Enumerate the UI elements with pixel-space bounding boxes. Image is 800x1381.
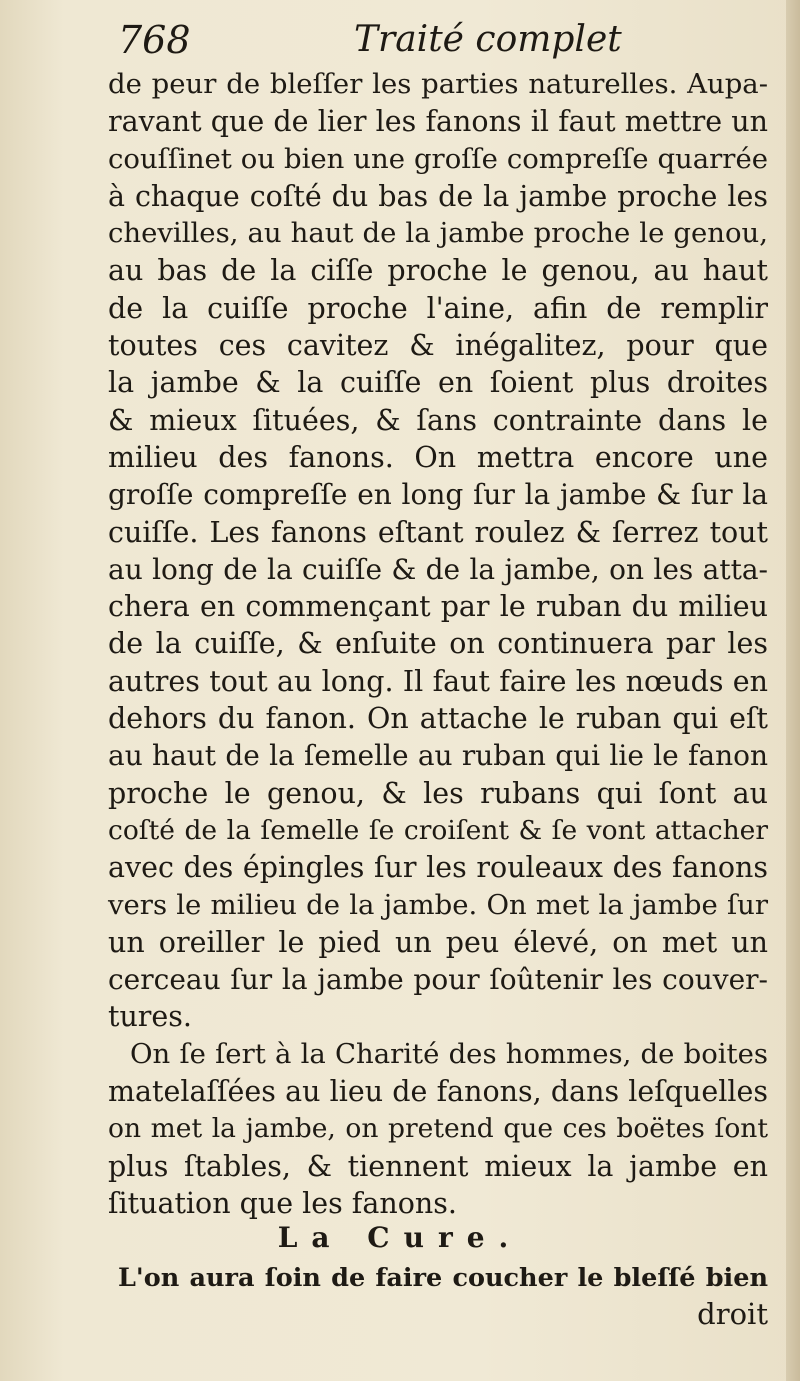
text-line: au long de la cuiſſe & de la jambe, on les atta-: [108, 552, 768, 586]
text-line: avec des épingles ſur les rouleaux des fanons: [108, 851, 768, 885]
text-line: tures.: [108, 1000, 192, 1034]
text-line: couſſinet ou bien une groſſe compreſſe quarrée: [108, 142, 768, 175]
text-line: cerceau ſur la jambe pour ſoûtenir les couver-: [108, 963, 768, 997]
text-line: ſituation que les fanons.: [108, 1186, 457, 1220]
text-line: de peur de bleſſer les parties naturelles. Aupa-: [108, 68, 768, 100]
text-line: & mieux ſituées, & ſans contrainte dans le: [108, 403, 768, 437]
text-line: droit: [697, 1297, 768, 1331]
text-line: coſté de la ſemelle ſe croiſent & ſe vont attacher: [108, 814, 768, 846]
text-line: on met la jambe, on pretend que ces boëtes ſont: [108, 1113, 768, 1145]
text-line: proche le genou, & les rubans qui ſont au: [108, 776, 768, 810]
text-line: au bas de la ciſſe proche le genou, au haut: [108, 254, 768, 288]
text-line: au haut de la ſemelle au ruban qui lie le fanon: [108, 739, 768, 773]
text-line: chera en commençant par le ruban du milieu: [108, 590, 768, 624]
text-line: la jambe & la cuiſſe en ſoient plus droites: [108, 366, 768, 400]
text-line: vers le milieu de la jambe. On met la jambe ſur: [108, 888, 768, 921]
text-line: cuiſſe. Les fanons eſtant roulez & ſerrez tout: [108, 515, 768, 549]
running-title: Traité complet: [354, 19, 622, 60]
page-number: 768: [118, 18, 191, 62]
text-line: plus ſtables, & tiennent mieux la jambe en: [108, 1149, 768, 1183]
text-line: milieu des fanons. On mettra encore une: [108, 440, 768, 474]
text-line: à chaque coſté du bas de la jambe proche les: [108, 179, 768, 213]
text-line: matelaſſées au lieu de fanons, dans leſquelles: [108, 1075, 768, 1109]
body-text: [108, 66, 768, 1222]
text-line: un oreiller le pied un peu élevé, on met un: [108, 925, 768, 959]
section-heading: La Cure.: [277, 1221, 523, 1254]
text-line: de la cuiſſe proche l'aine, afin de remplir: [108, 291, 768, 325]
cure-text: [118, 1260, 768, 1332]
page-gutter: [786, 0, 800, 1381]
text-line: On ſe ſert à la Charité des hommes, de boites: [130, 1037, 768, 1070]
text-line: dehors du fanon. On attache le ruban qui eſt: [108, 702, 768, 736]
text-line: groſſe compreſſe en long ſur la jambe & ſur la: [108, 478, 768, 512]
text-line: ravant que de lier les fanons il faut mettre un: [108, 105, 768, 139]
text-line: de la cuiſſe, & enſuite on continuera par les: [108, 627, 768, 661]
text-line: L'on aura ſoin de faire coucher le bleſſé bien: [118, 1263, 768, 1293]
text-line: autres tout au long. Il faut faire les nœuds en: [108, 664, 768, 698]
page-header: [118, 14, 768, 66]
text-line: toutes ces cavitez & inégalitez, pour que: [108, 329, 768, 363]
text-line: chevilles, au haut de la jambe proche le genou,: [108, 217, 768, 250]
